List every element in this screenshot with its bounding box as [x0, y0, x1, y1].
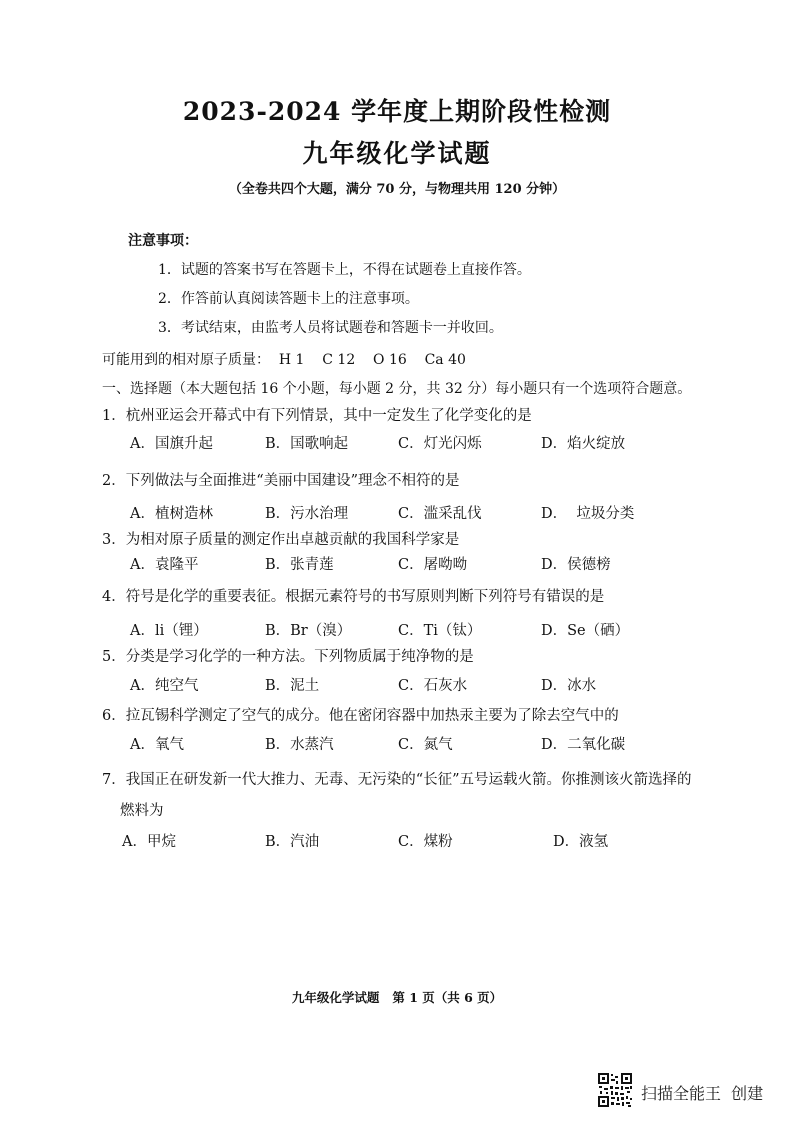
question-stem: 1．杭州亚运会开幕式中有下列情景，其中一定发生了化学变化的是 [102, 408, 532, 424]
exam-subject-title: 九年级化学试题 [302, 139, 492, 168]
option-a: A．植树造林 [130, 506, 213, 522]
option-b: B．泥土 [265, 678, 320, 694]
option-c: C．灯光闪烁 [398, 436, 482, 452]
option-b: B．污水治理 [265, 506, 349, 522]
option-a: A．袁隆平 [130, 557, 199, 573]
option-a: A．甲烷 [122, 834, 176, 850]
option-a: A．氧气 [130, 737, 184, 753]
notice-heading: 注意事项： [128, 233, 198, 249]
option-d: D． 垃圾分类 [541, 506, 635, 522]
exam-title: 2023-2024 学年度上期阶段性检测 [182, 97, 612, 126]
option-d: D．二氧化碳 [541, 737, 626, 753]
option-d: D．侯德榜 [541, 557, 611, 573]
option-b: B．张青莲 [265, 557, 334, 573]
notice-item: 3．考试结束，由监考人员将试题卷和答题卡一并收回。 [158, 320, 503, 336]
section-heading: 一、选择题（本大题包括 16 个小题，每小题 2 分，共 32 分）每小题只有一个选项符合题意。 [102, 381, 692, 397]
question-stem: 2．下列做法与全面推进“美丽中国建设”理念不相符的是 [102, 473, 460, 489]
option-b: B．Br（溴） [265, 623, 352, 639]
qr-code-icon [597, 1072, 633, 1108]
question-stem: 5．分类是学习化学的一种方法。下列物质属于纯净物的是 [102, 649, 474, 665]
scanner-app-label: 扫描全能王 创建 [641, 1084, 764, 1103]
option-b: B．汽油 [265, 834, 320, 850]
option-d: D．焰火绽放 [541, 436, 626, 452]
option-a: A．国旗升起 [130, 436, 213, 452]
option-b: B．水蒸汽 [265, 737, 334, 753]
option-a: A．li（锂） [130, 623, 208, 639]
page-footer: 九年级化学试题 第 1 页（共 6 页） [291, 990, 503, 1005]
question-stem-continued: 燃料为 [120, 803, 164, 819]
option-c: C．煤粉 [398, 834, 453, 850]
option-a: A．纯空气 [130, 678, 199, 694]
question-stem: 4．符号是化学的重要表征。根据元素符号的书写原则判断下列符号有错误的是 [102, 589, 605, 605]
notice-item: 2．作答前认真阅读答题卡上的注意事项。 [158, 291, 419, 307]
option-d: D．液氢 [553, 834, 609, 850]
question-stem: 6．拉瓦锡科学测定了空气的成分。他在密闭容器中加热汞主要为了除去空气中的 [102, 708, 619, 724]
option-c: C．屠呦呦 [398, 557, 468, 573]
question-stem: 7．我国正在研发新一代大推力、无毒、无污染的“长征”五号运载火箭。你推测该火箭选择的 [102, 772, 692, 788]
option-d: D．冰水 [541, 678, 597, 694]
option-d: D．Se（硒） [541, 623, 630, 639]
option-c: C．氮气 [398, 737, 453, 753]
option-c: C．滥采乱伐 [398, 506, 482, 522]
option-b: B．国歌响起 [265, 436, 349, 452]
option-c: C．石灰水 [398, 678, 468, 694]
exam-subtitle: （全卷共四个大题，满分 70 分，与物理共用 120 分钟） [228, 182, 566, 197]
notice-item: 1．试题的答案书写在答题卡上，不得在试题卷上直接作答。 [158, 262, 531, 278]
option-c: C．Ti（钛） [398, 623, 482, 639]
question-stem: 3．为相对原子质量的测定作出卓越贡献的我国科学家是 [102, 532, 460, 548]
atomic-masses-line: 可能用到的相对原子质量： H 1 C 12 O 16 Ca 40 [102, 352, 466, 368]
